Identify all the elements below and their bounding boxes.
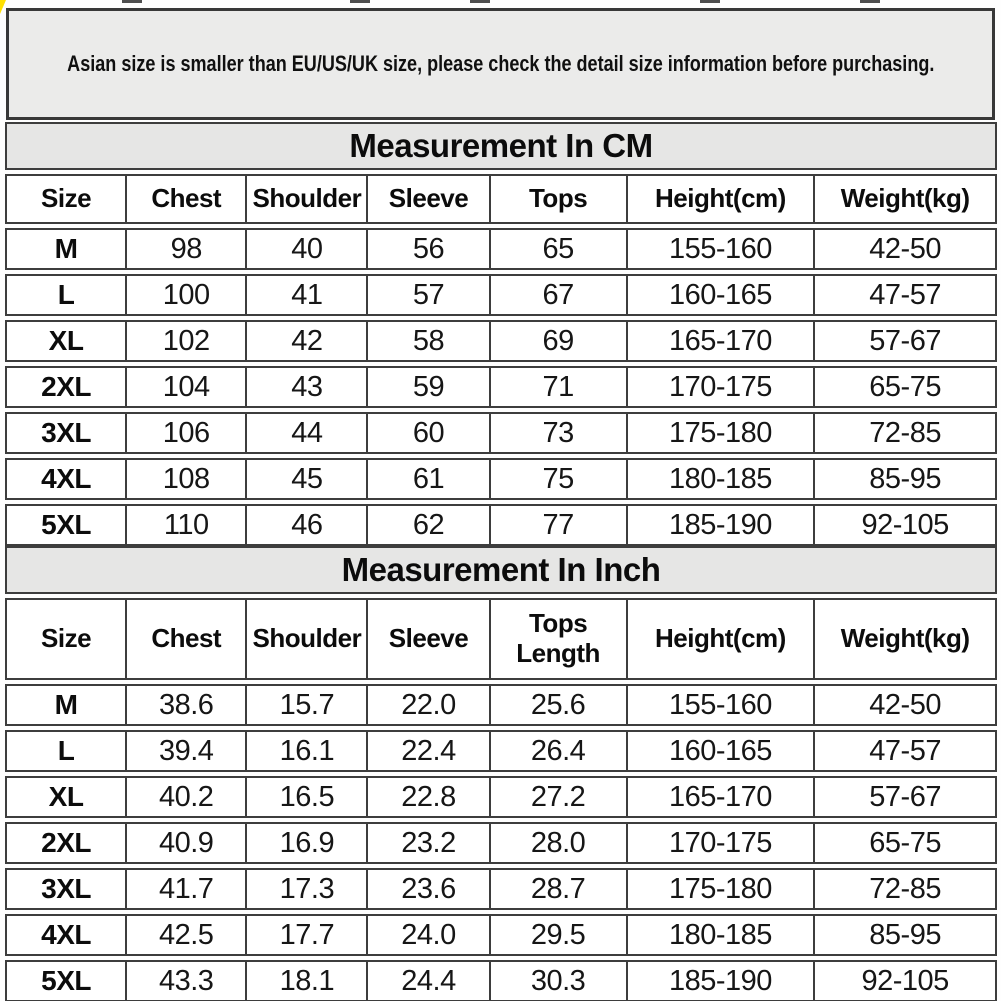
cm-cell-xl-chest: 102 [127, 322, 247, 360]
inch-cell-xl-height-cm: 165-170 [628, 778, 816, 816]
cm-column-header-chest: Chest [127, 176, 247, 222]
top-edge-tick [860, 0, 880, 3]
cm-column-header-shoulder: Shoulder [247, 176, 368, 222]
inch-cell-3xl-shoulder: 17.3 [247, 870, 368, 908]
top-edge-tick [700, 0, 720, 3]
size-notice-text: Asian size is smaller than EU/US/UK size, please check the detail size information before purchasing. [66, 51, 935, 76]
cm-row-m [5, 228, 997, 270]
inch-cell-2xl-tops-length: 28.0 [491, 824, 628, 862]
inch-cell-xl-shoulder: 16.5 [247, 778, 368, 816]
size-notice-banner [6, 8, 995, 120]
cm-cell-4xl-weight-kg: 85-95 [869, 462, 941, 495]
cm-cell-2xl-sleeve: 59 [368, 368, 490, 406]
cm-cell-xl-tops: 69 [491, 322, 628, 360]
cm-cell-3xl-sleeve: 60 [368, 414, 490, 452]
cm-cell-4xl-size: 4XL [7, 460, 127, 498]
cm-cell-5xl-height-cm: 185-190 [628, 506, 816, 544]
cm-column-header-tops: Tops [491, 176, 628, 222]
inch-cell-5xl-chest: 43.3 [127, 962, 247, 1000]
top-edge-tick [470, 0, 490, 3]
cm-cell-2xl-tops: 71 [491, 368, 628, 406]
inch-cell-m-chest: 38.6 [127, 686, 247, 724]
cm-table-title: Measurement In CM [5, 122, 997, 170]
cm-cell-5xl-tops: 77 [491, 506, 628, 544]
inch-cell-xl-weight-kg: 57-67 [869, 780, 941, 813]
inch-cell-xl-sleeve: 22.8 [368, 778, 490, 816]
cm-cell-l-height-cm: 160-165 [628, 276, 816, 314]
inch-cell-4xl-sleeve: 24.0 [368, 916, 490, 954]
cm-cell-2xl-size: 2XL [7, 368, 127, 406]
inch-cell-l-chest: 39.4 [127, 732, 247, 770]
cm-cell-m-height-cm: 155-160 [628, 230, 816, 268]
inch-cell-l-height-cm: 160-165 [628, 732, 816, 770]
inch-cell-xl-tops-length: 27.2 [491, 778, 628, 816]
inch-row-4xl [5, 914, 997, 956]
cm-cell-xl-weight-kg: 57-67 [869, 324, 941, 357]
inch-cell-3xl-sleeve: 23.6 [368, 870, 490, 908]
cm-row-4xl [5, 458, 997, 500]
inch-column-header-weight-kg: Weight(kg) [840, 623, 970, 654]
cm-cell-m-weight-kg: 42-50 [869, 232, 941, 265]
cm-cell-xl-size: XL [7, 322, 127, 360]
inch-header-row [5, 598, 997, 680]
inch-cell-5xl-shoulder: 18.1 [247, 962, 368, 1000]
inch-column-header-chest: Chest [127, 600, 247, 678]
cm-cell-3xl-tops: 73 [491, 414, 628, 452]
cm-cell-m-sleeve: 56 [368, 230, 490, 268]
inch-cell-5xl-sleeve: 24.4 [368, 962, 490, 1000]
inch-cell-l-weight-kg: 47-57 [869, 734, 941, 767]
inch-cell-5xl-weight-kg: 92-105 [861, 964, 949, 997]
inch-cell-4xl-height-cm: 180-185 [628, 916, 816, 954]
inch-cell-5xl-tops-length: 30.3 [491, 962, 628, 1000]
cm-cell-4xl-sleeve: 61 [368, 460, 490, 498]
cm-cell-5xl-chest: 110 [127, 506, 247, 544]
inch-table-title: Measurement In Inch [5, 546, 997, 594]
cm-row-xl [5, 320, 997, 362]
inch-cell-2xl-chest: 40.9 [127, 824, 247, 862]
cm-cell-2xl-height-cm: 170-175 [628, 368, 816, 406]
inch-cell-l-shoulder: 16.1 [247, 732, 368, 770]
inch-cell-2xl-sleeve: 23.2 [368, 824, 490, 862]
inch-column-header-sleeve: Sleeve [368, 600, 490, 678]
cm-cell-l-chest: 100 [127, 276, 247, 314]
cm-cell-l-weight-kg: 47-57 [869, 278, 941, 311]
cm-row-3xl [5, 412, 997, 454]
inch-cell-l-size: L [7, 732, 127, 770]
inch-cell-3xl-size: 3XL [7, 870, 127, 908]
inch-cell-2xl-size: 2XL [7, 824, 127, 862]
cm-cell-4xl-shoulder: 45 [247, 460, 368, 498]
inch-cell-m-shoulder: 15.7 [247, 686, 368, 724]
inch-row-3xl [5, 868, 997, 910]
cm-cell-m-chest: 98 [127, 230, 247, 268]
inch-row-l [5, 730, 997, 772]
cm-cell-2xl-weight-kg: 65-75 [869, 370, 941, 403]
cm-row-2xl [5, 366, 997, 408]
inch-cell-2xl-shoulder: 16.9 [247, 824, 368, 862]
inch-column-header-height-cm: Height(cm) [628, 600, 816, 678]
inch-cell-5xl-size: 5XL [7, 962, 127, 1000]
cm-cell-2xl-shoulder: 43 [247, 368, 368, 406]
cm-cell-5xl-sleeve: 62 [368, 506, 490, 544]
inch-cell-m-size: M [7, 686, 127, 724]
inch-cell-3xl-chest: 41.7 [127, 870, 247, 908]
top-edge-tick [350, 0, 370, 3]
cm-cell-l-sleeve: 57 [368, 276, 490, 314]
cm-cell-3xl-size: 3XL [7, 414, 127, 452]
cm-cell-5xl-size: 5XL [7, 506, 127, 544]
inch-cell-m-height-cm: 155-160 [628, 686, 816, 724]
cm-cell-l-shoulder: 41 [247, 276, 368, 314]
inch-cell-2xl-weight-kg: 65-75 [869, 826, 941, 859]
measurement-inch-table [5, 546, 997, 1001]
cm-cell-2xl-chest: 104 [127, 368, 247, 406]
inch-cell-2xl-height-cm: 170-175 [628, 824, 816, 862]
inch-cell-xl-chest: 40.2 [127, 778, 247, 816]
inch-cell-4xl-weight-kg: 85-95 [869, 918, 941, 951]
inch-cell-3xl-weight-kg: 72-85 [869, 872, 941, 905]
inch-column-header-shoulder: Shoulder [247, 600, 368, 678]
inch-cell-3xl-tops-length: 28.7 [491, 870, 628, 908]
inch-cell-l-sleeve: 22.4 [368, 732, 490, 770]
top-edge-tick [122, 0, 142, 3]
measurement-cm-table [5, 122, 997, 546]
inch-cell-l-tops-length: 26.4 [491, 732, 628, 770]
cm-cell-4xl-height-cm: 180-185 [628, 460, 816, 498]
cm-cell-3xl-shoulder: 44 [247, 414, 368, 452]
cm-cell-4xl-chest: 108 [127, 460, 247, 498]
cm-cell-xl-sleeve: 58 [368, 322, 490, 360]
inch-cell-4xl-size: 4XL [7, 916, 127, 954]
inch-cell-5xl-height-cm: 185-190 [628, 962, 816, 1000]
inch-cell-m-sleeve: 22.0 [368, 686, 490, 724]
cm-cell-m-shoulder: 40 [247, 230, 368, 268]
cm-cell-m-size: M [7, 230, 127, 268]
inch-column-header-size: Size [7, 600, 127, 678]
cm-cell-xl-height-cm: 165-170 [628, 322, 816, 360]
cm-row-l [5, 274, 997, 316]
inch-column-header-tops-length: Tops Length [491, 600, 628, 678]
inch-cell-3xl-height-cm: 175-180 [628, 870, 816, 908]
inch-cell-4xl-shoulder: 17.7 [247, 916, 368, 954]
inch-row-m [5, 684, 997, 726]
cm-cell-5xl-weight-kg: 92-105 [861, 508, 949, 541]
inch-cell-xl-size: XL [7, 778, 127, 816]
cm-cell-3xl-weight-kg: 72-85 [869, 416, 941, 449]
cm-cell-3xl-height-cm: 175-180 [628, 414, 816, 452]
inch-row-xl [5, 776, 997, 818]
cm-cell-xl-shoulder: 42 [247, 322, 368, 360]
cm-cell-4xl-tops: 75 [491, 460, 628, 498]
cm-cell-3xl-chest: 106 [127, 414, 247, 452]
inch-row-2xl [5, 822, 997, 864]
inch-cell-m-tops-length: 25.6 [491, 686, 628, 724]
inch-cell-4xl-tops-length: 29.5 [491, 916, 628, 954]
cm-column-header-size: Size [7, 176, 127, 222]
cm-column-header-sleeve: Sleeve [368, 176, 490, 222]
cm-row-5xl [5, 504, 997, 546]
cm-column-header-weight-kg: Weight(kg) [840, 183, 970, 214]
cm-cell-5xl-shoulder: 46 [247, 506, 368, 544]
cm-cell-l-size: L [7, 276, 127, 314]
cm-cell-m-tops: 65 [491, 230, 628, 268]
inch-cell-m-weight-kg: 42-50 [869, 688, 941, 721]
cm-column-header-height-cm: Height(cm) [628, 176, 816, 222]
cm-header-row [5, 174, 997, 224]
inch-row-5xl [5, 960, 997, 1001]
cm-cell-l-tops: 67 [491, 276, 628, 314]
inch-cell-4xl-chest: 42.5 [127, 916, 247, 954]
